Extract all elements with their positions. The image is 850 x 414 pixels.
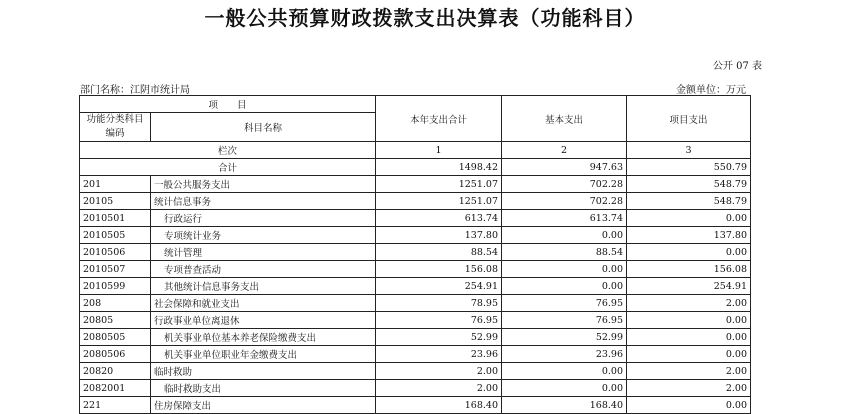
- table-row: [80, 397, 751, 414]
- row-basic: 702.28: [502, 176, 627, 193]
- table-row: [80, 329, 751, 346]
- row-code: 2080506: [80, 346, 151, 363]
- row-total: 23.96: [376, 346, 502, 363]
- row-project: 2.00: [627, 363, 751, 380]
- row-subject-name: 其他统计信息事务支出: [151, 278, 376, 295]
- header-subject-name: 科目名称: [151, 113, 376, 142]
- row-total: 156.08: [376, 261, 502, 278]
- table-row: [80, 278, 751, 295]
- row-project: 0.00: [627, 312, 751, 329]
- table-row: [80, 295, 751, 312]
- table-row: [80, 363, 751, 380]
- row-project: 0.00: [627, 397, 751, 414]
- total-project: 550.79: [627, 159, 751, 176]
- row-basic: 0.00: [502, 363, 627, 380]
- row-subject-name: 专项统计业务: [151, 227, 376, 244]
- row-subject-name: 机关事业单位基本养老保险缴费支出: [151, 329, 376, 346]
- row-project: 548.79: [627, 193, 751, 210]
- table-row: [80, 244, 751, 261]
- table-row: [80, 346, 751, 363]
- column-index-label: 栏次: [80, 142, 376, 159]
- row-subject-name: 临时救助支出: [151, 380, 376, 397]
- row-code: 20820: [80, 363, 151, 380]
- row-total: 76.95: [376, 312, 502, 329]
- row-basic: 0.00: [502, 278, 627, 295]
- column-index-2: 2: [502, 142, 627, 159]
- row-code: 2010599: [80, 278, 151, 295]
- row-project: 0.00: [627, 244, 751, 261]
- row-subject-name: 临时救助: [151, 363, 376, 380]
- row-code: 20105: [80, 193, 151, 210]
- row-project: 2.00: [627, 380, 751, 397]
- column-index-1: 1: [376, 142, 502, 159]
- total-basic: 947.63: [502, 159, 627, 176]
- table-row: [80, 261, 751, 278]
- row-code: 208: [80, 295, 151, 312]
- row-basic: 76.95: [502, 312, 627, 329]
- row-code: 20805: [80, 312, 151, 329]
- row-subject-name: 行政事业单位离退休: [151, 312, 376, 329]
- row-code: 2080505: [80, 329, 151, 346]
- row-basic: 23.96: [502, 346, 627, 363]
- row-project: 2.00: [627, 295, 751, 312]
- row-total: 1251.07: [376, 176, 502, 193]
- report-title: 一般公共预算财政拨款支出决算表（功能科目）: [204, 6, 646, 30]
- row-code: 2010506: [80, 244, 151, 261]
- row-basic: 0.00: [502, 227, 627, 244]
- row-total: 88.54: [376, 244, 502, 261]
- row-subject-name: 一般公共服务支出: [151, 176, 376, 193]
- row-project: 0.00: [627, 329, 751, 346]
- row-total: 78.95: [376, 295, 502, 312]
- row-project: 0.00: [627, 346, 751, 363]
- row-basic: 0.00: [502, 261, 627, 278]
- header-project: 项 目: [80, 96, 376, 113]
- row-total: 168.40: [376, 397, 502, 414]
- row-basic: 88.54: [502, 244, 627, 261]
- department-name: 部门名称：江阴市统计局: [80, 85, 190, 96]
- header-row-project: [80, 96, 751, 113]
- row-total: 52.99: [376, 329, 502, 346]
- table-row: [80, 193, 751, 210]
- row-subject-name: 住房保障支出: [151, 397, 376, 414]
- row-total: 254.91: [376, 278, 502, 295]
- row-code: 2010505: [80, 227, 151, 244]
- row-code: 2010501: [80, 210, 151, 227]
- table-row: [80, 227, 751, 244]
- row-basic: 52.99: [502, 329, 627, 346]
- row-total: 137.80: [376, 227, 502, 244]
- table-body: [80, 96, 751, 414]
- row-subject-name: 社会保障和就业支出: [151, 295, 376, 312]
- column-index-row: [80, 142, 751, 159]
- row-code: 221: [80, 397, 151, 414]
- row-code: 2082001: [80, 380, 151, 397]
- row-code: 201: [80, 176, 151, 193]
- row-project: 0.00: [627, 210, 751, 227]
- row-project: 548.79: [627, 176, 751, 193]
- row-subject-name: 机关事业单位职业年金缴费支出: [151, 346, 376, 363]
- table-row: [80, 176, 751, 193]
- row-project: 156.08: [627, 261, 751, 278]
- row-subject-name: 专项普查活动: [151, 261, 376, 278]
- row-basic: 76.95: [502, 295, 627, 312]
- table-row: [80, 380, 751, 397]
- header-func-code: 功能分类科目编码: [80, 113, 151, 142]
- header-project-expenditure: 项目支出: [627, 96, 751, 142]
- row-total: 2.00: [376, 380, 502, 397]
- column-index-3: 3: [627, 142, 751, 159]
- header-total: 本年支出合计: [376, 96, 502, 142]
- row-subject-name: 行政运行: [151, 210, 376, 227]
- row-code: 2010507: [80, 261, 151, 278]
- header-basic: 基本支出: [502, 96, 627, 142]
- table-row: [80, 312, 751, 329]
- row-subject-name: 统计管理: [151, 244, 376, 261]
- row-basic: 613.74: [502, 210, 627, 227]
- amount-unit: 金额单位：万元: [676, 85, 746, 96]
- row-total: 613.74: [376, 210, 502, 227]
- row-basic: 0.00: [502, 380, 627, 397]
- row-project: 254.91: [627, 278, 751, 295]
- form-number: 公开 07 表: [712, 61, 762, 72]
- row-total: 2.00: [376, 363, 502, 380]
- expenditure-table: [79, 95, 751, 414]
- table-row: [80, 210, 751, 227]
- row-basic: 168.40: [502, 397, 627, 414]
- total-label: 合计: [80, 159, 376, 176]
- total-sum: 1498.42: [376, 159, 502, 176]
- total-row: [80, 159, 751, 176]
- row-total: 1251.07: [376, 193, 502, 210]
- row-basic: 702.28: [502, 193, 627, 210]
- row-subject-name: 统计信息事务: [151, 193, 376, 210]
- row-project: 137.80: [627, 227, 751, 244]
